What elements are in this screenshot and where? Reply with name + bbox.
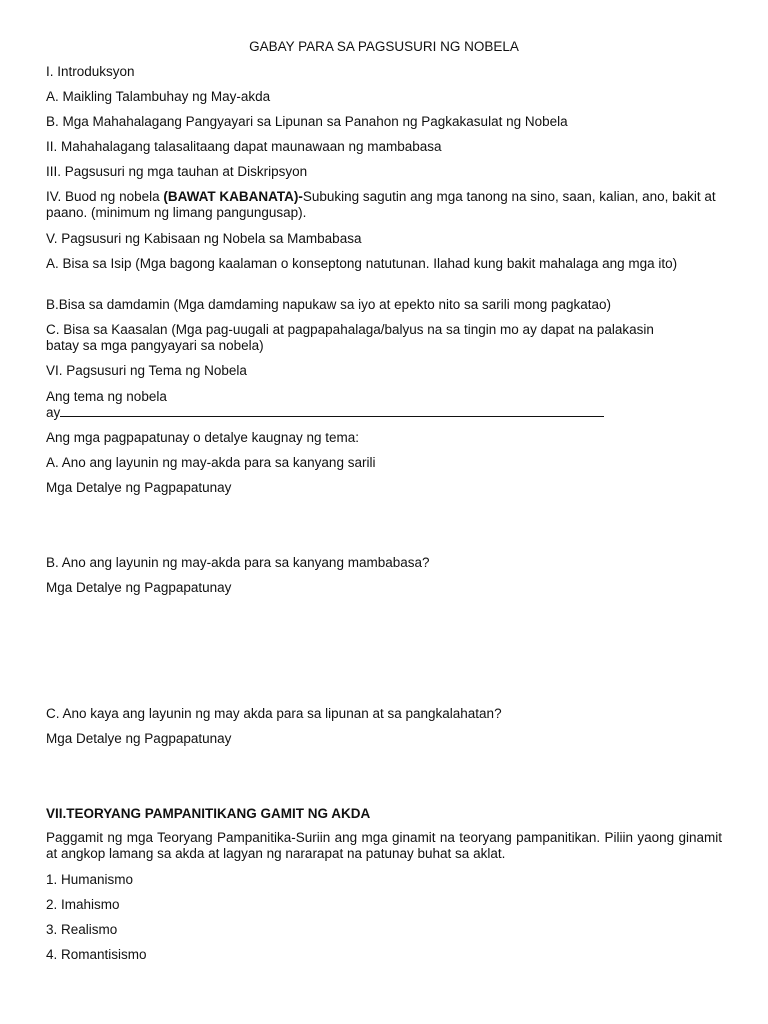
item-b-bisa-damdamin: B.Bisa sa damdamin (Mga damdaming napukaw sa iyo at epekto nito sa sarili mong pagkatao) — [46, 297, 612, 312]
document-title: GABAY PARA SA PAGSUSURI NG NOBELA — [249, 39, 519, 54]
section-vi-heading: VI. Pagsusuri ng Tema ng Nobela — [46, 363, 247, 378]
detalye-c-label: Mga Detalye ng Pagpapatunay — [46, 731, 232, 746]
question-c: C. Ano kaya ang layunin ng may akda para sa lipunan at sa pangkalahatan? — [46, 706, 502, 721]
item-c-bisa-kaasalan: C. Bisa sa Kaasalan (Mga pag-uugali at pagpapahalaga/balyus na sa tingin mo ay dapat na palakasin batay sa mga pangyayari sa nobela) — [46, 322, 654, 353]
detalye-a-label: Mga Detalye ng Pagpapatunay — [46, 480, 232, 495]
section-i-heading: I. Introduksyon — [46, 64, 135, 79]
section-iv-paragraph — [46, 189, 722, 221]
tema-blank-line[interactable] — [60, 405, 604, 417]
theory-item: 3. Realismo — [46, 922, 118, 937]
patunay-heading: Ang mga pagpapatunay o detalye kaugnay ng tema: — [46, 430, 359, 445]
section-iv-rest: Subuking sagutin ang mga tanong na sino, saan, kalian, ano, bakit at paano. (minimum ng limang pangungusap). — [46, 189, 716, 220]
item-a-bisa-isip: A. Bisa sa Isip (Mga bagong kaalaman o konseptong natutunan. Ilahad kung bakit mahalaga ang mga ito) — [46, 256, 678, 271]
theory-item: 2. Imahismo — [46, 897, 120, 912]
tema-ay: ay — [46, 405, 61, 420]
section-ii-heading: II. Mahahalagang talasalitaang dapat maunawaan ng mambabasa — [46, 139, 442, 154]
section-vii-heading: VII.TEORYANG PAMPANITIKANG GAMIT NG AKDA — [46, 806, 371, 821]
theory-item: 1. Humanismo — [46, 872, 134, 887]
item-a-talambuhay: A. Maikling Talambuhay ng May-akda — [46, 89, 271, 104]
question-b: B. Ano ang layunin ng may-akda para sa kanyang mambabasa? — [46, 555, 430, 570]
item-b-pangyayari: B. Mga Mahahalagang Pangyayari sa Lipunan sa Panahon ng Pagkakasulat ng Nobela — [46, 114, 568, 129]
theory-item: 4. Romantisismo — [46, 947, 147, 962]
section-iii-heading: III. Pagsusuri ng mga tauhan at Diskripsyon — [46, 164, 308, 179]
section-v-heading: V. Pagsusuri ng Kabisaan ng Nobela sa Mambabasa — [46, 231, 362, 246]
section-iv-bold: (BAWAT KABANATA)- — [163, 189, 303, 204]
tema-answer-line — [46, 405, 726, 421]
tema-label: Ang tema ng nobela — [46, 389, 167, 404]
section-vii-description: Paggamit ng mga Teoryang Pampanitika-Suriin ang mga ginamit na teoryang pampanitikan. Piliin yaong ginamit at angkop lamang sa akda at lagyan ng nararapat na patunay buhat sa aklat. — [46, 830, 722, 861]
detalye-b-label: Mga Detalye ng Pagpapatunay — [46, 580, 232, 595]
section-iv-prefix: IV. Buod ng nobela — [46, 189, 164, 204]
question-a: A. Ano ang layunin ng may-akda para sa kanyang sarili — [46, 455, 376, 470]
